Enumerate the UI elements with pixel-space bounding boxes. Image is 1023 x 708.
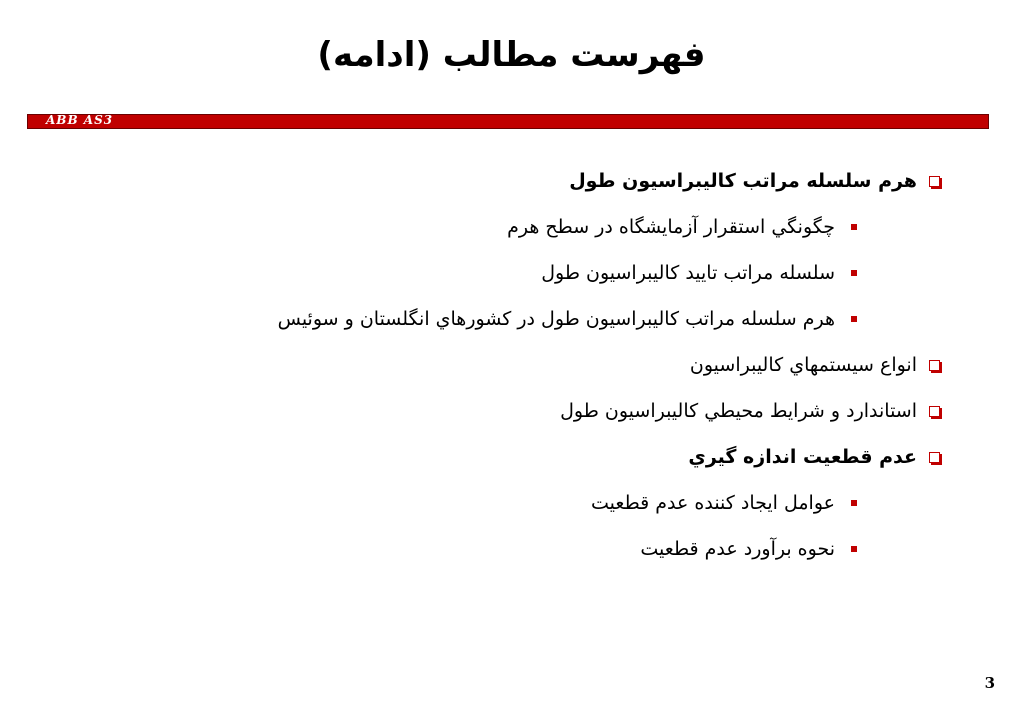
list-item [80, 158, 940, 204]
list-item-text: انواع سيستمهاي كاليبراسيون [689, 354, 917, 376]
list-item-text: هرم سلسله مراتب كاليبراسيون طول [569, 170, 917, 192]
list-item [80, 388, 940, 434]
list-item-text: عدم قطعيت اندازه گيري [688, 446, 917, 468]
outline-list [80, 158, 940, 572]
list-item-text: نحوه برآورد عدم قطعيت [640, 538, 835, 560]
square-bullet-icon [851, 270, 857, 276]
header-band [27, 114, 989, 129]
square-bullet-icon [851, 316, 857, 322]
list-item [80, 250, 857, 296]
box-bullet-icon [929, 176, 940, 187]
list-item [80, 342, 940, 388]
box-bullet-icon [929, 452, 940, 463]
list-item-text: عوامل ايجاد كننده عدم قطعيت [591, 492, 835, 514]
list-item-text: هرم سلسله مراتب كاليبراسيون طول در كشورهاي انگلستان و سوئيس [277, 308, 835, 330]
logo: ABB AS3 [46, 113, 114, 127]
list-item [80, 480, 857, 526]
square-bullet-icon [851, 224, 857, 230]
square-bullet-icon [851, 500, 857, 506]
list-item [80, 434, 940, 480]
page-number: 3 [984, 674, 995, 692]
box-bullet-icon [929, 360, 940, 371]
box-bullet-icon [929, 406, 940, 417]
list-item [80, 526, 857, 572]
square-bullet-icon [851, 546, 857, 552]
slide-title: فهرست مطالب (ادامه) [317, 35, 706, 75]
list-item-text: سلسله مراتب تاييد كاليبراسيون طول [541, 262, 835, 284]
list-item-text: چگونگي استقرار آزمايشگاه در سطح هرم [507, 216, 835, 238]
list-item-text: استاندارد و شرايط محيطي كاليبراسيون طول [560, 400, 917, 422]
list-item [80, 296, 857, 342]
list-item [80, 204, 857, 250]
